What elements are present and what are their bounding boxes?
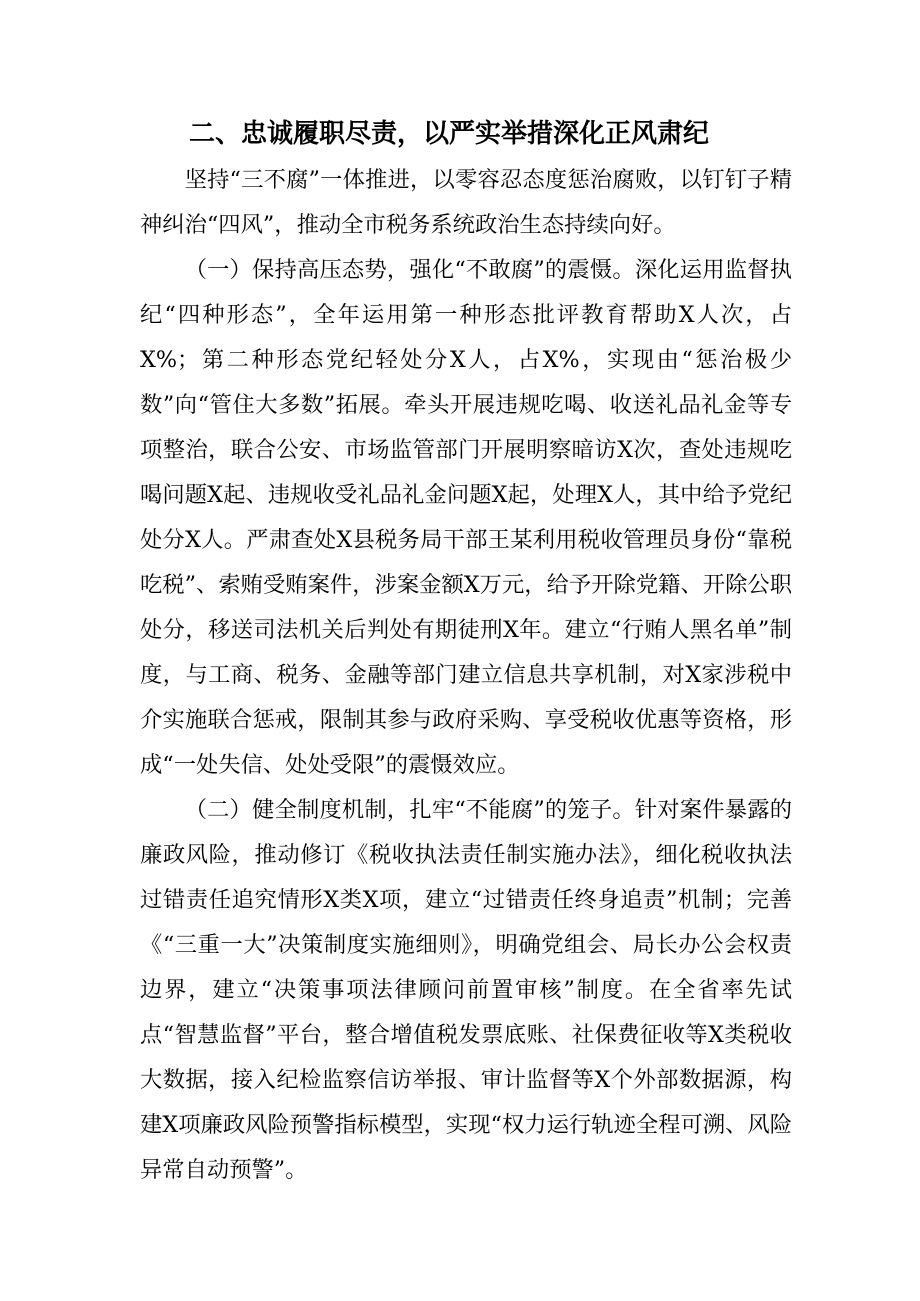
paragraph-institutions: （二）健全制度机制，扎牢“不能腐”的笼子。针对案件暴露的廉政风险，推动修订《税收执法责任制实施办法》，细化税收执法过错责任追究情形X类X项，建立“过错责任终身追责”机制；完善《“三重一大”决策制度实施细则》，明确党组会、局长办公会权责边界，建立“决策事项法律顾问前置审核”制度。在全省率先试点“智慧监督”平台，整合增值税发票底账、社保费征收等X类税收大数据，接入纪检监察信访举报、审计监督等X个外部数据源，构建X项廉政风险预警指标模型，实现“权力运行轨迹全程可溯、风险异常自动预警”。 [140, 797, 792, 1183]
paragraph-intro: 坚持“三不腐”一体推进，以零容忍态度惩治腐败，以钉钉子精神纠治“四风”，推动全市税务系统政治生态持续向好。 [140, 167, 792, 238]
section-heading: 二、忠诚履职尽责，以严实举措深化正风肃纪 [189, 119, 710, 149]
document-body [140, 158, 792, 1193]
paragraph-deterrence: （一）保持高压态势，强化“不敢腐”的震慑。深化运用监督执纪“四种形态”，全年运用第一种形态批评教育帮助X人次，占X%；第二种形态党纪轻处分X人，占X%，实现由“惩治极少数”向“管住大多数”拓展。牵头开展违规吃喝、收送礼品礼金等专项整治，联合公安、市场监管部门开展明察暗访X次，查处违规吃喝问题X起、违规收受礼品礼金问题X起，处理X人，其中给予党纪处分X人。严肃查处X县税务局干部王某利用税收管理员身份“靠税吃税”、索贿受贿案件，涉案金额X万元，给予开除党籍、开除公职处分，移送司法机关后判处有期徒刑X年。建立“行贿人黑名单”制度，与工商、税务、金融等部门建立信息共享机制，对X家涉税中介实施联合惩戒，限制其参与政府采购、享受税收优惠等资格，形成“一处失信、处处受限”的震慑效应。 [140, 257, 792, 778]
